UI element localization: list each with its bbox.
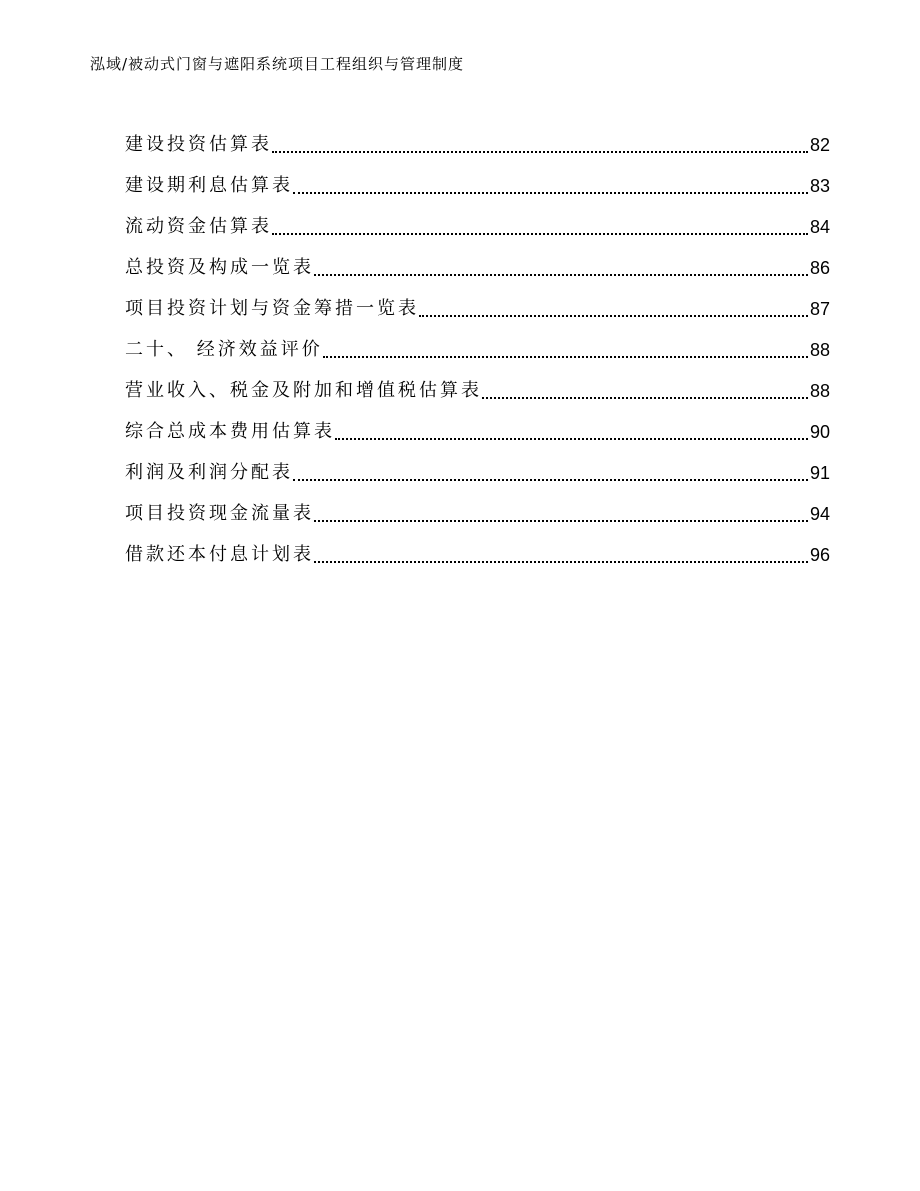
toc-dot-leader (293, 192, 808, 194)
toc-entry-page: 87 (809, 299, 830, 319)
toc-entry-page: 91 (809, 463, 830, 483)
toc-entry-page: 96 (809, 545, 830, 565)
toc-entry[interactable] (125, 366, 830, 407)
toc-entry[interactable] (125, 284, 830, 325)
toc-dot-leader (293, 479, 808, 481)
toc-entry[interactable] (125, 120, 830, 161)
toc-entry-page: 94 (809, 504, 830, 524)
toc-entry-title: 项目投资现金流量表 (125, 503, 314, 524)
toc-entry[interactable] (125, 161, 830, 202)
toc-entry-page: 86 (809, 258, 830, 278)
toc-entry-title: 建设投资估算表 (125, 134, 272, 155)
toc-dot-leader (272, 151, 808, 153)
toc-dot-leader (419, 315, 808, 317)
toc-entry-title: 总投资及构成一览表 (125, 257, 314, 278)
toc-entry-title: 利润及利润分配表 (125, 462, 293, 483)
toc-entry-title: 营业收入、税金及附加和增值税估算表 (125, 380, 482, 401)
toc-entry-title: 综合总成本费用估算表 (125, 421, 335, 442)
toc-entry[interactable] (125, 489, 830, 530)
toc-entry[interactable] (125, 202, 830, 243)
toc-entry-page: 90 (809, 422, 830, 442)
toc-dot-leader (272, 233, 808, 235)
toc-entry-title: 流动资金估算表 (125, 216, 272, 237)
toc-dot-leader (314, 520, 808, 522)
toc-entry-title: 项目投资计划与资金筹措一览表 (125, 298, 419, 319)
toc-dot-leader (335, 438, 808, 440)
toc-entry-page: 88 (809, 340, 830, 360)
page-header: 泓域/被动式门窗与遮阳系统项目工程组织与管理制度 (90, 55, 465, 73)
toc-entry-page: 83 (809, 176, 830, 196)
toc-entry[interactable] (125, 325, 830, 366)
table-of-contents (125, 120, 830, 571)
toc-entry[interactable] (125, 530, 830, 571)
toc-dot-leader (314, 561, 808, 563)
toc-dot-leader (482, 397, 808, 399)
toc-entry-page: 88 (809, 381, 830, 401)
toc-entry-title: 建设期利息估算表 (125, 175, 293, 196)
toc-entry-title: 二十、 经济效益评价 (125, 339, 323, 360)
toc-dot-leader (314, 274, 808, 276)
toc-entry-page: 82 (809, 135, 830, 155)
toc-entry-page: 84 (809, 217, 830, 237)
toc-entry-title: 借款还本付息计划表 (125, 544, 314, 565)
toc-entry[interactable] (125, 243, 830, 284)
toc-dot-leader (323, 356, 808, 358)
toc-entry[interactable] (125, 407, 830, 448)
toc-entry[interactable] (125, 448, 830, 489)
